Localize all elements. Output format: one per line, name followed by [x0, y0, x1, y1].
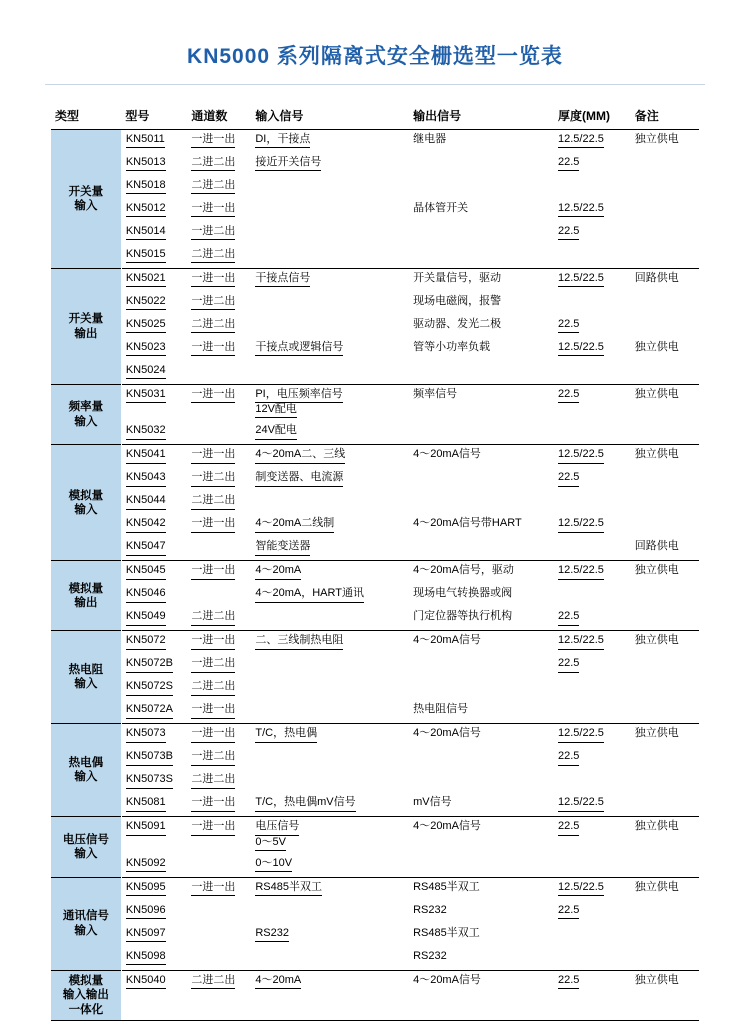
thickness-cell — [554, 537, 631, 561]
thickness-cell — [554, 700, 631, 724]
channels-cell: 一进一出 — [187, 793, 251, 817]
table-header-row — [51, 103, 699, 130]
output-signal-cell — [409, 654, 554, 677]
channels-cell — [187, 537, 251, 561]
remark-cell: 回路供电 — [634, 540, 679, 553]
table-row — [51, 338, 699, 361]
model-cell: KN5025 — [121, 315, 187, 338]
channels-cell: 一进一出 — [187, 338, 251, 361]
channels-cell: 一进二出 — [187, 747, 251, 770]
table-row — [51, 292, 699, 315]
output-signal-cell: RS485半双工 — [409, 877, 554, 901]
model-cell: KN5031 — [121, 385, 187, 422]
remark-cell — [631, 947, 699, 971]
table-row — [51, 970, 699, 1020]
input-signal-cell: 4～20mA — [251, 970, 409, 1020]
output-signal-cell: RS485半双工 — [413, 926, 480, 939]
input-signal-cell — [251, 607, 409, 631]
table-row — [51, 584, 699, 607]
output-signal-cell: 门定位器等执行机构 — [413, 610, 513, 623]
model-cell: KN5081 — [121, 793, 187, 817]
remark-cell — [631, 361, 699, 385]
model-cell: KN5046 — [121, 584, 187, 607]
input-signal-cell: 智能变送器 — [251, 537, 409, 561]
thickness-cell: 22.5 — [554, 153, 631, 176]
output-signal-cell: RS232 — [413, 949, 447, 962]
model-cell: KN5021 — [121, 269, 187, 293]
remark-cell: 独立供电 — [631, 385, 699, 422]
channels-cell: 一进一出 — [187, 445, 251, 469]
channels-cell: 一进一出 — [187, 199, 251, 222]
table-row — [51, 654, 699, 677]
thickness-cell: 22.5 — [554, 607, 631, 631]
channels-cell — [187, 361, 251, 385]
model-cell: KN5045 — [121, 561, 187, 585]
remark-cell — [631, 654, 699, 677]
output-signal-cell — [409, 537, 554, 561]
thickness-cell: 12.5/22.5 — [554, 130, 631, 154]
model-cell: KN5013 — [121, 153, 187, 176]
thickness-cell: 12.5/22.5 — [554, 724, 631, 748]
model-cell: KN5012 — [121, 199, 187, 222]
input-signal-cell — [251, 315, 409, 338]
model-cell: KN5015 — [121, 245, 187, 269]
input-signal-cell — [251, 747, 409, 770]
input-signal-cell: 0～10V — [251, 854, 409, 878]
input-signal-cell: T/C，热电偶mV信号 — [251, 793, 409, 817]
page-title: KN5000 系列隔离式安全栅选型一览表 — [187, 45, 563, 68]
model-cell: KN5011 — [121, 130, 187, 154]
table-row — [51, 130, 699, 154]
input-signal-cell: RS485半双工 — [251, 877, 409, 901]
model-cell: KN5091 — [121, 817, 187, 854]
input-signal-cell: T/C，热电偶 — [251, 724, 409, 748]
table-row — [51, 677, 699, 700]
thickness-cell: 12.5/22.5 — [554, 561, 631, 585]
table-row — [51, 385, 699, 422]
input-signal-cell — [251, 361, 409, 385]
model-cell: KN5040 — [121, 970, 187, 1020]
channels-cell: 一进二出 — [187, 468, 251, 491]
table-row — [51, 724, 699, 748]
remark-cell: 回路供电 — [631, 269, 699, 293]
model-cell: KN5032 — [121, 421, 187, 445]
table-row — [51, 514, 699, 537]
channels-cell: 一进一出 — [187, 269, 251, 293]
remark-cell: 独立供电 — [631, 445, 699, 469]
spec-table — [51, 103, 699, 1021]
category-cell: 热电阻 输入 — [51, 631, 121, 724]
thickness-cell — [554, 421, 631, 445]
remark-cell — [631, 421, 699, 445]
remark-cell — [631, 245, 699, 269]
input-signal-cell: 电压信号 0～5V — [251, 817, 409, 854]
channels-cell: 一进一出 — [187, 724, 251, 748]
thickness-cell — [554, 924, 631, 947]
thickness-cell: 22.5 — [554, 970, 631, 1020]
output-signal-cell: 4～20mA信号 — [409, 817, 554, 854]
model-cell: KN5073B — [121, 747, 187, 770]
table-row — [51, 176, 699, 199]
table-row — [51, 315, 699, 338]
thickness-cell: 22.5 — [554, 222, 631, 245]
model-cell: KN5097 — [121, 924, 187, 947]
channels-cell: 一进一出 — [187, 631, 251, 655]
input-signal-cell — [251, 947, 409, 971]
input-signal-cell — [251, 176, 409, 199]
category-cell: 热电偶 输入 — [51, 724, 121, 817]
category-cell: 模拟量 输入 — [51, 445, 121, 561]
input-signal-cell — [251, 654, 409, 677]
table-row — [51, 468, 699, 491]
table-row — [51, 747, 699, 770]
thickness-cell — [554, 361, 631, 385]
table-row — [51, 222, 699, 245]
table-row — [51, 817, 699, 854]
model-cell: KN5095 — [121, 877, 187, 901]
channels-cell: 一进一出 — [187, 700, 251, 724]
table-row — [51, 361, 699, 385]
thickness-cell: 12.5/22.5 — [554, 514, 631, 537]
model-cell: KN5072B — [121, 654, 187, 677]
table-row — [51, 269, 699, 293]
thickness-cell: 22.5 — [554, 468, 631, 491]
channels-cell: 一进一出 — [187, 877, 251, 901]
thickness-cell: 22.5 — [554, 817, 631, 854]
model-cell: KN5044 — [121, 491, 187, 514]
column-header-remark: 备注 — [631, 103, 699, 130]
remark-cell — [631, 514, 699, 537]
thickness-cell: 12.5/22.5 — [554, 445, 631, 469]
output-signal-cell: 频率信号 — [409, 385, 554, 422]
column-header-input-signal: 输入信号 — [251, 103, 409, 130]
output-signal-cell: 现场电磁阀，报警 — [413, 295, 502, 307]
model-cell: KN5043 — [121, 468, 187, 491]
table-row — [51, 631, 699, 655]
remark-cell — [631, 199, 699, 222]
category-cell: 模拟量 输入输出 一体化 — [51, 970, 121, 1020]
model-cell: KN5073S — [121, 770, 187, 793]
thickness-cell — [554, 176, 631, 199]
output-signal-cell: RS232 — [413, 903, 447, 916]
input-signal-cell — [251, 677, 409, 700]
thickness-cell: 22.5 — [554, 315, 631, 338]
output-signal-cell — [409, 421, 554, 445]
output-signal-cell: 4～20mA信号带HART — [413, 517, 522, 530]
table-row — [51, 537, 699, 561]
output-signal-cell — [409, 854, 554, 878]
output-signal-cell — [409, 677, 554, 700]
table-row — [51, 924, 699, 947]
thickness-cell — [554, 854, 631, 878]
thickness-cell — [554, 770, 631, 793]
output-signal-cell: 4～20mA信号 — [409, 970, 554, 1020]
channels-cell: 一进二出 — [187, 654, 251, 677]
output-signal-cell: 现场电气转换器或阀 — [413, 587, 513, 600]
input-signal-cell — [251, 245, 409, 269]
remark-cell — [631, 700, 699, 724]
remark-cell: 独立供电 — [631, 130, 699, 154]
remark-cell — [631, 315, 699, 338]
input-signal-cell: 干接点或逻辑信号 — [251, 338, 409, 361]
channels-cell: 一进二出 — [187, 292, 251, 315]
remark-cell: 独立供电 — [631, 877, 699, 901]
output-signal-cell — [409, 770, 554, 793]
channels-cell: 二进二出 — [187, 245, 251, 269]
input-signal-cell: PI，电压频率信号 12V配电 — [251, 385, 409, 422]
input-signal-cell — [251, 700, 409, 724]
output-signal-cell: 驱动器、发光二极 — [413, 318, 502, 330]
output-signal-cell — [409, 222, 554, 245]
thickness-cell — [554, 677, 631, 700]
thickness-cell: 12.5/22.5 — [554, 793, 631, 817]
channels-cell: 二进二出 — [187, 607, 251, 631]
input-signal-cell: 二、三线制热电阻 — [251, 631, 409, 655]
input-signal-cell: 4～20mA二线制 — [251, 514, 409, 537]
output-signal-cell: 开关量信号，驱动 — [409, 269, 554, 293]
table-row — [51, 153, 699, 176]
table-row — [51, 607, 699, 631]
output-signal-cell: 热电阻信号 — [413, 703, 469, 716]
channels-cell: 二进二出 — [187, 770, 251, 793]
input-signal-cell — [251, 491, 409, 514]
model-cell: KN5096 — [121, 901, 187, 924]
remark-cell — [631, 607, 699, 631]
channels-cell: 一进一出 — [187, 514, 251, 537]
remark-cell — [631, 153, 699, 176]
remark-cell — [631, 222, 699, 245]
thickness-cell — [554, 292, 631, 315]
input-signal-cell: 24V配电 — [251, 421, 409, 445]
output-signal-cell — [409, 245, 554, 269]
channels-cell: 二进二出 — [187, 677, 251, 700]
thickness-cell: 12.5/22.5 — [554, 338, 631, 361]
model-cell: KN5072A — [121, 700, 187, 724]
table-row — [51, 854, 699, 878]
remark-cell — [631, 901, 699, 924]
model-cell: KN5018 — [121, 176, 187, 199]
table-row — [51, 245, 699, 269]
table-row — [51, 561, 699, 585]
channels-cell: 一进一出 — [187, 130, 251, 154]
input-signal-cell: 接近开关信号 — [251, 153, 409, 176]
thickness-cell: 12.5/22.5 — [554, 877, 631, 901]
channels-cell — [187, 854, 251, 878]
input-signal-cell: 干接点信号 — [251, 269, 409, 293]
input-signal-cell — [251, 222, 409, 245]
column-header-model: 型号 — [121, 103, 187, 130]
input-signal-cell: 4～20mA，HART通讯 — [251, 584, 409, 607]
channels-cell — [187, 901, 251, 924]
remark-cell: 独立供电 — [631, 561, 699, 585]
channels-cell — [187, 924, 251, 947]
output-signal-cell: 晶体管开关 — [413, 202, 469, 214]
remark-cell: 独立供电 — [631, 817, 699, 854]
output-signal-cell — [409, 468, 554, 491]
model-cell: KN5042 — [121, 514, 187, 537]
category-cell: 开关量 输出 — [51, 269, 121, 385]
remark-cell — [631, 770, 699, 793]
output-signal-cell: 管等小功率负载 — [413, 341, 491, 353]
channels-cell: 一进一出 — [187, 385, 251, 422]
table-row — [51, 901, 699, 924]
output-signal-cell — [409, 747, 554, 770]
table-row — [51, 700, 699, 724]
input-signal-cell — [251, 199, 409, 222]
channels-cell: 一进二出 — [187, 222, 251, 245]
model-cell: KN5098 — [121, 947, 187, 971]
remark-cell: 独立供电 — [631, 631, 699, 655]
input-signal-cell: 4～20mA — [251, 561, 409, 585]
channels-cell: 二进二出 — [187, 153, 251, 176]
thickness-cell: 22.5 — [554, 901, 631, 924]
channels-cell: 一进一出 — [187, 561, 251, 585]
input-signal-cell: 4～20mA二、三线 — [251, 445, 409, 469]
model-cell: KN5049 — [121, 607, 187, 631]
channels-cell — [187, 421, 251, 445]
title-divider — [45, 84, 705, 85]
thickness-cell: 12.5/22.5 — [554, 199, 631, 222]
output-signal-cell: 4～20mA信号 — [409, 631, 554, 655]
table-row — [51, 877, 699, 901]
channels-cell: 二进二出 — [187, 491, 251, 514]
model-cell: KN5092 — [121, 854, 187, 878]
channels-cell — [187, 584, 251, 607]
category-cell: 模拟量 输出 — [51, 561, 121, 631]
model-cell: KN5022 — [121, 292, 187, 315]
input-signal-cell — [251, 292, 409, 315]
remark-cell — [631, 176, 699, 199]
table-row — [51, 445, 699, 469]
output-signal-cell: 继电器 — [409, 130, 554, 154]
remark-cell — [631, 292, 699, 315]
remark-cell — [631, 584, 699, 607]
output-signal-cell — [409, 176, 554, 199]
output-signal-cell — [409, 361, 554, 385]
output-signal-cell: 4～20mA信号，驱动 — [409, 561, 554, 585]
model-cell: KN5041 — [121, 445, 187, 469]
remark-cell — [631, 491, 699, 514]
thickness-cell: 22.5 — [554, 747, 631, 770]
table-row — [51, 770, 699, 793]
table-row — [51, 793, 699, 817]
output-signal-cell — [409, 491, 554, 514]
model-cell: KN5024 — [121, 361, 187, 385]
channels-cell: 一进一出 — [187, 817, 251, 854]
thickness-cell — [554, 491, 631, 514]
remark-cell: 独立供电 — [631, 970, 699, 1020]
remark-cell: 独立供电 — [631, 724, 699, 748]
model-cell: KN5073 — [121, 724, 187, 748]
thickness-cell — [554, 245, 631, 269]
thickness-cell — [554, 584, 631, 607]
channels-cell — [187, 947, 251, 971]
channels-cell: 二进二出 — [187, 315, 251, 338]
channels-cell: 二进二出 — [187, 970, 251, 1020]
remark-cell — [631, 793, 699, 817]
channels-cell: 二进二出 — [187, 176, 251, 199]
table-row — [51, 199, 699, 222]
table-body — [51, 130, 699, 1021]
remark-cell — [631, 747, 699, 770]
input-signal-cell — [251, 901, 409, 924]
model-cell: KN5072S — [121, 677, 187, 700]
model-cell: KN5072 — [121, 631, 187, 655]
table-row — [51, 421, 699, 445]
column-header-thickness: 厚度(MM) — [554, 103, 631, 130]
thickness-cell: 22.5 — [554, 385, 631, 422]
table-row — [51, 947, 699, 971]
thickness-cell — [554, 947, 631, 971]
category-cell: 频率量 输入 — [51, 385, 121, 445]
input-signal-cell: DI，干接点 — [251, 130, 409, 154]
category-cell: 开关量 输入 — [51, 130, 121, 269]
output-signal-cell: mV信号 — [413, 796, 452, 809]
thickness-cell: 12.5/22.5 — [554, 631, 631, 655]
column-header-output-signal: 输出信号 — [409, 103, 554, 130]
thickness-cell: 12.5/22.5 — [554, 269, 631, 293]
output-signal-cell: 4～20mA信号 — [409, 724, 554, 748]
remark-cell — [631, 854, 699, 878]
model-cell: KN5023 — [121, 338, 187, 361]
thickness-cell: 22.5 — [554, 654, 631, 677]
category-cell: 通讯信号 输入 — [51, 877, 121, 970]
remark-cell — [631, 924, 699, 947]
output-signal-cell: 4～20mA信号 — [409, 445, 554, 469]
category-cell: 电压信号 输入 — [51, 817, 121, 877]
model-cell: KN5047 — [121, 537, 187, 561]
remark-cell — [631, 468, 699, 491]
input-signal-cell — [251, 770, 409, 793]
remark-cell: 独立供电 — [634, 341, 679, 353]
column-header-type: 类型 — [51, 103, 121, 130]
model-cell: KN5014 — [121, 222, 187, 245]
input-signal-cell: RS232 — [251, 924, 409, 947]
remark-cell — [631, 677, 699, 700]
output-signal-cell — [409, 153, 554, 176]
column-header-channels: 通道数 — [187, 103, 251, 130]
table-row — [51, 491, 699, 514]
input-signal-cell: 制变送器、电流源 — [251, 468, 409, 491]
